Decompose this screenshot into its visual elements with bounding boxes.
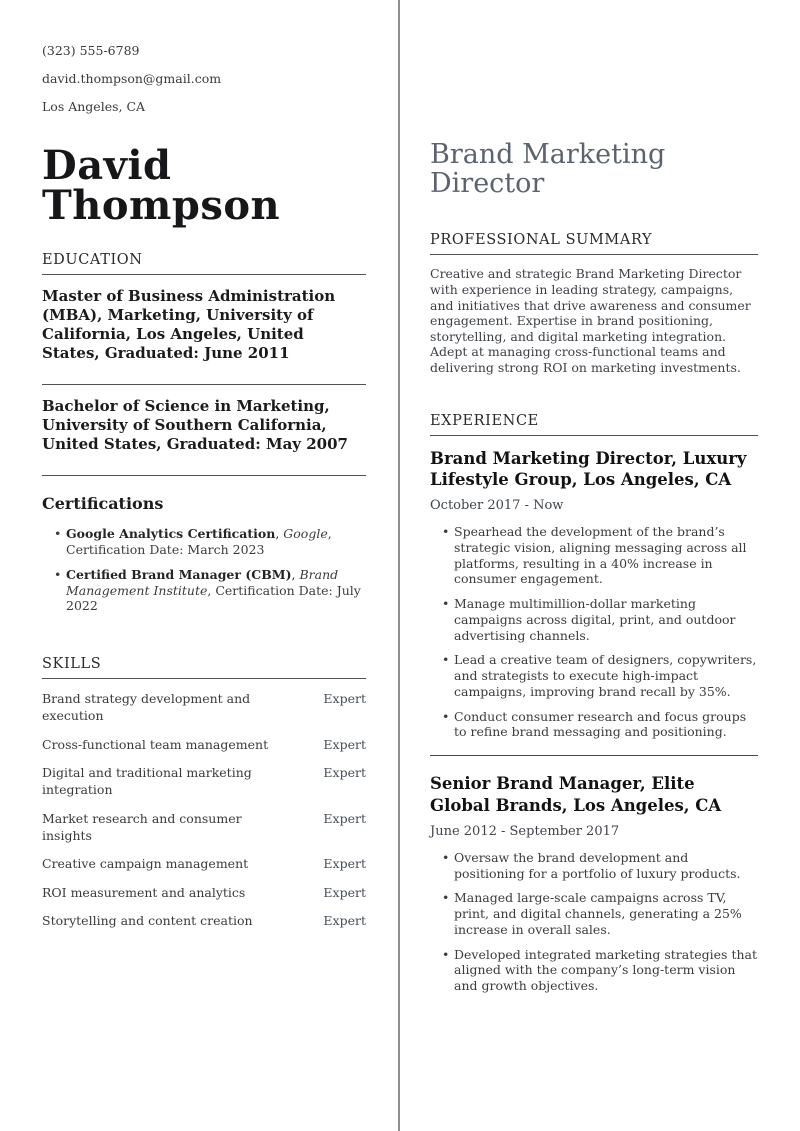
- job-bullet: • Conduct consumer research and focus groups to refine brand messaging and positioning.: [430, 709, 758, 741]
- skill-row: [42, 884, 366, 901]
- experience-section: [430, 413, 758, 994]
- skill-row: [42, 912, 366, 929]
- skill-level: Expert: [323, 765, 366, 781]
- certification-date: Certification Date: July 2022: [66, 582, 361, 614]
- job-bullet-list: [430, 850, 758, 994]
- certification-issuer: Google ,: [283, 526, 331, 541]
- skill-row: [42, 810, 366, 844]
- job-entry: [430, 773, 758, 994]
- skill-name: Storytelling and content creation: [42, 913, 253, 929]
- job-bullet: • Manage multimillion-dollar marketing campaigns across digital, print, and outdoor advertising channels.: [430, 596, 758, 643]
- education-entry: Master of Business Administration (MBA), Marketing, University of California, Los Angeles, United States, Graduated: June 2011: [42, 287, 336, 363]
- job-divider: [430, 755, 758, 756]
- job-dates: October 2017 - Now: [430, 498, 564, 514]
- job-bullet: • Managed large-scale campaigns across TV, print, and digital channels, generating a 25% increase in overall sales.: [430, 890, 758, 937]
- job-bullet-list: [430, 524, 758, 740]
- entry-divider: [42, 384, 366, 385]
- job-bullet: • Developed integrated marketing strategies that aligned with the company’s long-term vision and growth objectives.: [430, 947, 758, 994]
- skill-level: Expert: [323, 691, 366, 707]
- skill-level: Expert: [323, 884, 366, 900]
- skill-level: Expert: [323, 810, 366, 826]
- job-bullet: • Oversaw the brand development and positioning for a portfolio of luxury products.: [430, 850, 758, 882]
- candidate-name: [42, 142, 366, 229]
- candidate-last-name: Thompson: [42, 182, 281, 229]
- skill-level: Expert: [323, 736, 366, 752]
- professional-summary-heading: PROFESSIONAL SUMMARY: [430, 232, 758, 255]
- skill-level: Expert: [323, 913, 366, 929]
- professional-summary-text: Creative and strategic Brand Marketing Director with experience in leading strategy, campaigns, and initiatives that drive awareness and consumer engagement. Expertise in brand positioning, storytelling, and digital marketing integration. Adept at managing cross-functional teams and delivering strong ROI on marketing investments.: [430, 266, 751, 376]
- skill-name: Brand strategy development and execution: [42, 691, 251, 724]
- skill-name: Creative campaign management: [42, 856, 249, 872]
- contact-phone: (323) 555-6789: [42, 43, 140, 58]
- job-title: Senior Brand Manager, Elite Global Brands, Los Angeles, CA: [430, 774, 722, 815]
- job-bullet: • Spearhead the development of the brand’s strategic vision, aligning messaging across all platforms, resulting in a 40% increase in consumer engagement.: [430, 524, 758, 587]
- job-bullet: • Lead a creative team of designers, copywriters, and strategists to execute high-impact campaigns, improving brand recall by 35%.: [430, 652, 758, 699]
- education-heading: EDUCATION: [42, 252, 366, 275]
- job-title: Brand Marketing Director, Luxury Lifestyle Group, Los Angeles, CA: [430, 448, 747, 490]
- certifications-list: [42, 526, 366, 614]
- candidate-first-name: David: [42, 142, 172, 189]
- certification-date: Certification Date: March 2023: [66, 542, 265, 558]
- skill-row: [42, 690, 366, 724]
- contact-location: Los Angeles, CA: [42, 99, 146, 114]
- contact-block: [42, 44, 366, 113]
- skill-row: [42, 855, 366, 872]
- skills-list: [42, 690, 366, 929]
- job-entry: [430, 448, 758, 741]
- skill-name: ROI measurement and analytics: [42, 884, 246, 900]
- certification-title: Google Analytics Certification ,: [66, 526, 283, 541]
- certification-item: [42, 567, 366, 614]
- skills-section: [42, 656, 366, 929]
- certifications-section: [42, 494, 366, 614]
- education-section: [42, 252, 366, 476]
- skill-row: [42, 736, 366, 753]
- education-entry: Bachelor of Science in Marketing, University of Southern California, United States, Graduated: May 2007: [42, 397, 348, 454]
- job-dates: June 2012 - September 2017: [430, 823, 620, 839]
- skill-row: [42, 764, 366, 798]
- certification-item: [42, 526, 366, 558]
- certifications-heading: Certifications: [42, 494, 164, 514]
- skill-name: Digital and traditional marketing integration: [42, 765, 252, 798]
- target-job-title: Brand Marketing Director: [430, 139, 666, 200]
- right-column: [400, 0, 800, 1131]
- skill-name: Cross-functional team management: [42, 736, 269, 752]
- skill-level: Expert: [323, 856, 366, 872]
- skills-heading: SKILLS: [42, 656, 366, 679]
- professional-summary-section: [430, 232, 758, 375]
- entry-divider: [42, 475, 366, 476]
- skill-name: Market research and consumer insights: [42, 810, 242, 843]
- certification-issuer: Brand Management Institute ,: [66, 567, 338, 598]
- experience-heading: EXPERIENCE: [430, 413, 758, 436]
- contact-email: david.thompson@gmail.com: [42, 71, 222, 86]
- certification-title: Certified Brand Manager (CBM) ,: [66, 567, 299, 582]
